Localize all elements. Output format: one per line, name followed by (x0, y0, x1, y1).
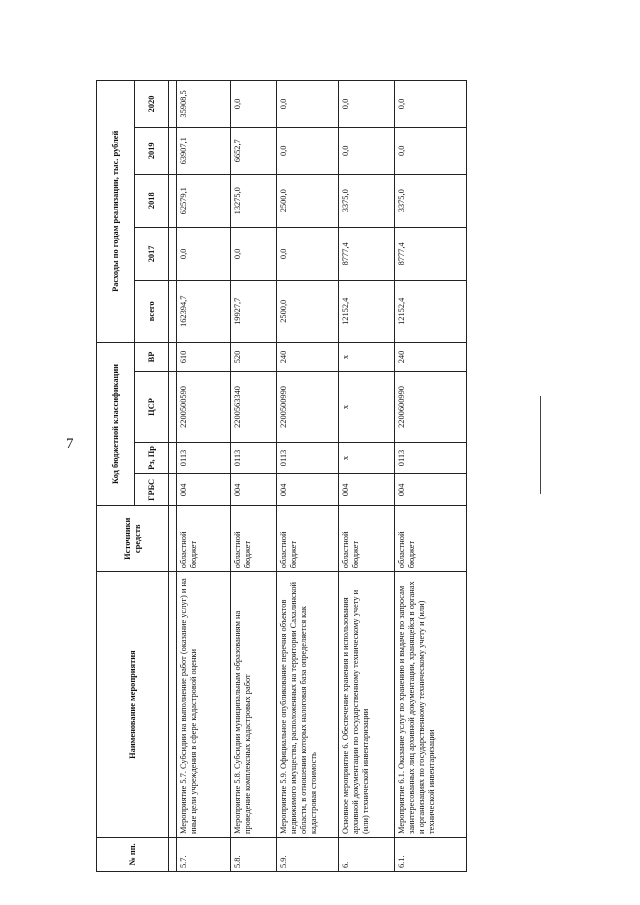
header-2020: 2020 (135, 81, 169, 128)
cell-2019: 0,0 (395, 127, 467, 174)
cell-grbs: 004 (277, 474, 339, 506)
cell-2018: 3375,0 (339, 174, 395, 227)
cell-2018: 13275,0 (231, 174, 277, 227)
cell-no: 6.1. (395, 837, 467, 871)
table-row (395, 81, 467, 872)
cell-2018: 62579,1 (177, 174, 231, 227)
header-csr: ЦСР (135, 372, 169, 442)
cell-2020: 0,0 (231, 81, 277, 128)
cell-no: 5.9. (277, 837, 339, 871)
cell-2017: 0,0 (277, 227, 339, 280)
cell-2020: 0,0 (395, 81, 467, 128)
rotated-table-container (96, 80, 466, 872)
header-vr: ВР (135, 342, 169, 372)
header-grbs: ГРБС (135, 474, 169, 506)
cell-vr: 520 (231, 342, 277, 372)
separator-line (540, 396, 541, 494)
cell-grbs: 004 (339, 474, 395, 506)
cell-vr: 240 (277, 342, 339, 372)
header-no: № пп. (97, 837, 169, 871)
cell-name: Основное мероприятие 6. Обеспечение хранения и использования архивной документации по государственному техническому учету и (или) технической инвентаризации (339, 572, 395, 838)
cell-source: областной бюджет (277, 506, 339, 572)
cell-total: 19927,7 (231, 280, 277, 342)
cell-2020: 0,0 (277, 81, 339, 128)
cell-2019: 6652,7 (231, 127, 277, 174)
cell-2017: 0,0 (231, 227, 277, 280)
cell-vr: х (339, 342, 395, 372)
table-row (277, 81, 339, 872)
cell-grbs: 004 (231, 474, 277, 506)
cell-2017: 8777,4 (395, 227, 467, 280)
cell-source: областной бюджет (339, 506, 395, 572)
cell-csr: х (339, 372, 395, 442)
cell-2017: 0,0 (177, 227, 231, 280)
cell-no: 5.7. (177, 837, 231, 871)
cell-source: областной бюджет (395, 506, 467, 572)
header-source: Источники средств (97, 506, 169, 572)
cell-total: 12152,4 (339, 280, 395, 342)
header-2018: 2018 (135, 174, 169, 227)
cell-rz: 0113 (231, 442, 277, 474)
cell-2019: 0,0 (339, 127, 395, 174)
cell-2018: 2500,0 (277, 174, 339, 227)
cell-rz: 0113 (277, 442, 339, 474)
cell-rz: 0113 (395, 442, 467, 474)
cell-source: областной бюджет (231, 506, 277, 572)
cell-no: 5.8. (231, 837, 277, 871)
cell-vr: 610 (177, 342, 231, 372)
header-name: Наименование мероприятия (97, 572, 169, 838)
cell-2020: 35908,5 (177, 81, 231, 128)
cell-name: Мероприятие 5.9. Официальное опубликование перечня объектов недвижимого имущества, расположенных на территории Сахалинской области, в отношении которых налоговая база определяется как кадастровая стоимость (277, 572, 339, 838)
cell-grbs: 004 (395, 474, 467, 506)
cell-csr: 2200500990 (277, 372, 339, 442)
cell-total: 2500,0 (277, 280, 339, 342)
cell-grbs: 004 (177, 474, 231, 506)
cell-name: Мероприятие 5.8. Субсидии муниципальным образованиям на проведение комплексных кадастровых работ (231, 572, 277, 838)
cell-vr: 240 (395, 342, 467, 372)
cell-csr: 2200563340 (231, 372, 277, 442)
table-row (177, 81, 231, 872)
page-number: 7 (66, 436, 74, 452)
cell-source: областной бюджет (177, 506, 231, 572)
budget-table (96, 80, 467, 872)
header-2019: 2019 (135, 127, 169, 174)
cell-rz: 0113 (177, 442, 231, 474)
cell-2018: 3375,0 (395, 174, 467, 227)
header-code-group: Код бюджетной классификации (97, 342, 135, 506)
header-total: всего (135, 280, 169, 342)
header-rz: Рз, Пр (135, 442, 169, 474)
cell-csr: 2200600990 (395, 372, 467, 442)
header-2017: 2017 (135, 227, 169, 280)
cell-no: 6. (339, 837, 395, 871)
table-row (339, 81, 395, 872)
cell-total: 12152,4 (395, 280, 467, 342)
spacer-row (169, 81, 177, 872)
cell-csr: 2200500590 (177, 372, 231, 442)
cell-name: Мероприятие 5.7. Субсидии на выполнение работ (оказание услуг) и на иные цели учреждения в сфере кадастровой оценки (177, 572, 231, 838)
cell-name: Мероприятие 6.1. Оказание услуг по хранению и выдаче по запросам заинтересованных лиц архивной документации, хранящейся в органах и организациях по государственному техническому учету и (или) технической инвентаризации (395, 572, 467, 838)
cell-total: 162394,7 (177, 280, 231, 342)
table-row (231, 81, 277, 872)
cell-2020: 0,0 (339, 81, 395, 128)
cell-2019: 0,0 (277, 127, 339, 174)
cell-2017: 8777,4 (339, 227, 395, 280)
cell-2019: 63907,1 (177, 127, 231, 174)
header-expenses-group: Расходы по годам реализации, тыс. рублей (97, 81, 135, 343)
cell-rz: х (339, 442, 395, 474)
